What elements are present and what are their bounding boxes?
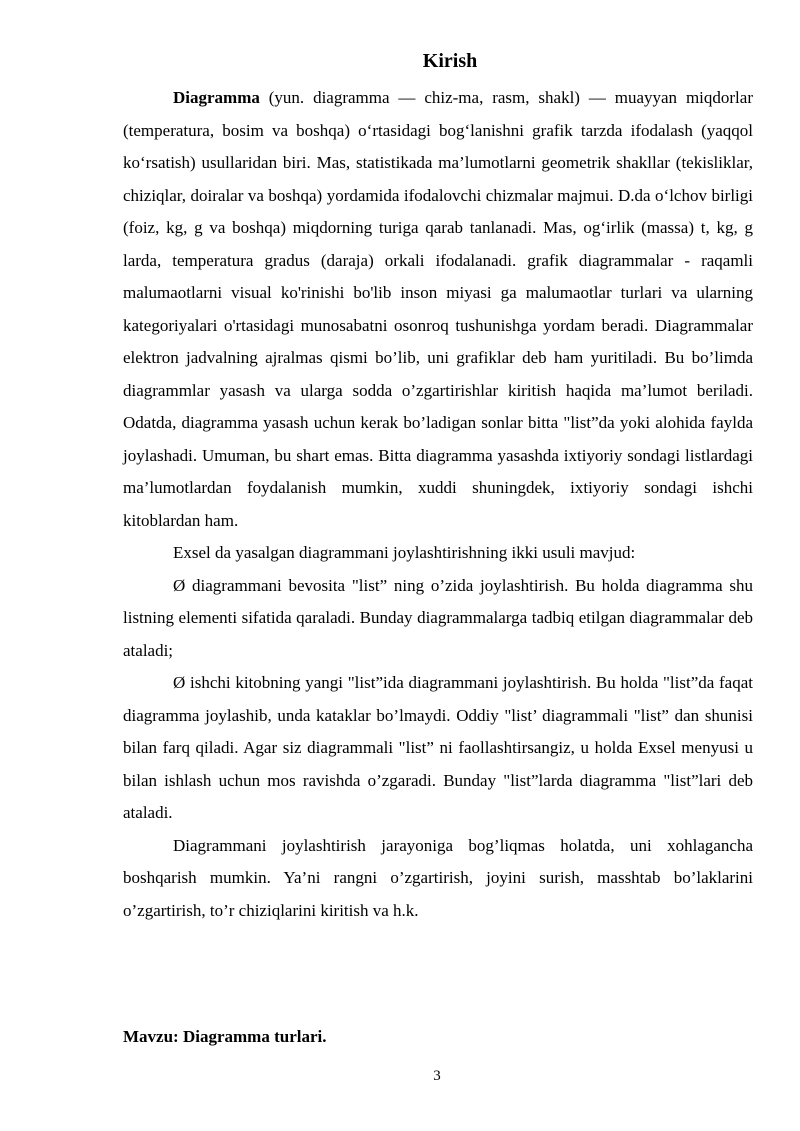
body-text: [123, 82, 753, 927]
paragraph-management: Diagrammani joylashtirish jarayoniga bog’liqmas holatda, uni xohlagancha boshqarish mumkin. Ya’ni rangni o’zgartirish, joyini surish, masshtab bo’laklarini o’zgartirish, to’r chiziqlarini kiritish va h.k.: [123, 835, 753, 920]
topic-heading: Mavzu: Diagramma turlari.: [123, 1027, 327, 1046]
paragraph-method-sheet: Ø ishchi kitobning yangi "list”ida diagrammani joylashtirish. Bu holda "list”da faqat diagramma joylashib, unda kataklar bo’lmaydi. Oddiy "list’ diagrammali "list” dan shunisi bilan farq qiladi. Agar siz diagrammali "list” ni faollashtirsangiz, u holda Exsel menyusi u bilan ishlash uchun mos ravishda o’zgaradi. Bunday "list”larda diagramma "list”lari deb ataladi.: [123, 673, 753, 822]
term-diagramma: Diagramma: [173, 88, 260, 107]
paragraph-intro: [123, 82, 753, 537]
page-title: Kirish: [422, 50, 478, 72]
page-number: 3: [433, 1068, 441, 1084]
paragraph-intro-text: (yun. diagramma — chiz-ma, rasm, shakl) — muayyan miqdorlar (temperatura, bosim va boshqa) oʻrtasidagi bogʻlanishni grafik tarzda ifodalash (yaqqol koʻrsatish) usullaridan biri. Mas, statistikada ma’lumotlarni geometrik shakllar (tekisliklar, chiziqlar, doiralar va boshqa) yordamida ifodalovchi chizmalar majmui. D.da oʻlchov birligi (foiz, kg, g va boshqa) miqdorning turiga qarab tanlanadi. Mas, ogʻirlik (massa) t, kg, g larda, temperatura gradus (daraja) orkali ifodalanadi. grafik diagrammalar - raqamli malumaotlarni visual ko'rinishi bo'lib inson miyasi ga malumaotlar turlari va ularning kategoriyalari o'rtasidagi munosabatni osonroq tushunishga yordam beradi. Diagrammalar elektron jadvalning ajralmas qismi bo’lib, uni grafiklar deb ham yuritiladi. Bu bo’limda diagrammlar yasash va ularga sodda o’zgartirishlar kiritish haqida ma’lumot beriladi. Odatda, diagramma yasash uchun kerak bo’ladigan sonlar bitta "list”da yoki alohida faylda joylashadi. Umuman, bu shart emas. Bitta diagramma yasashda ixtiyoriy sondagi listlardagi ma’lumotlardan foydalanish mumkin, xuddi shuningdek, ixtiyoriy sondagi ishchi kitoblardan ham.: [123, 88, 753, 530]
paragraph-method-embedded: Ø diagrammani bevosita "list” ning o’zida joylashtirish. Bu holda diagramma shu listning elementi sifatida qaraladi. Bunday diagrammalarga tadbiq etilgan diagrammalar deb ataladi;: [123, 575, 753, 660]
paragraph-methods: Exsel da yasalgan diagrammani joylashtirishning ikki usuli mavjud:: [173, 543, 636, 562]
